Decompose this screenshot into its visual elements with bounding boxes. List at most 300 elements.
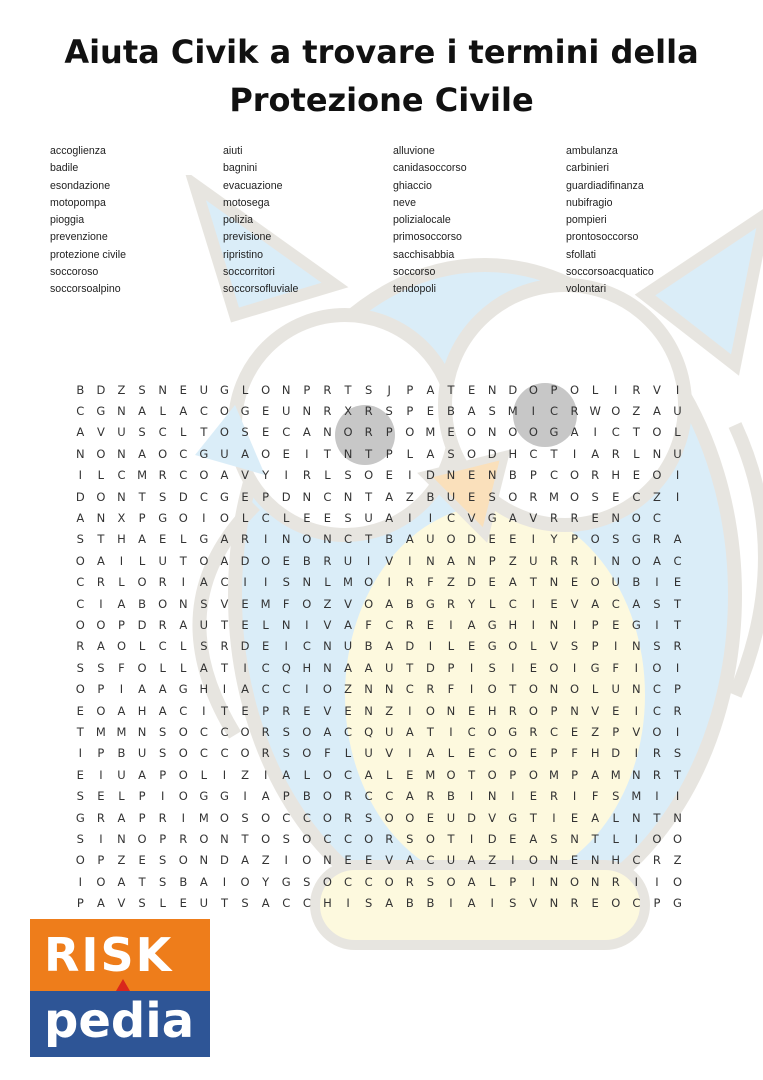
- grid-letter[interactable]: O: [96, 446, 106, 461]
- grid-letter[interactable]: C: [282, 682, 291, 697]
- grid-letter[interactable]: C: [549, 404, 558, 419]
- grid-letter[interactable]: I: [428, 511, 433, 526]
- grid-letter[interactable]: L: [200, 767, 208, 782]
- grid-letter[interactable]: C: [199, 489, 208, 504]
- grid-letter[interactable]: E: [591, 511, 599, 526]
- grid-letter[interactable]: C: [426, 853, 435, 868]
- grid-letter[interactable]: C: [364, 874, 373, 889]
- grid-letter[interactable]: D: [467, 575, 476, 590]
- grid-letter[interactable]: I: [160, 789, 165, 804]
- grid-letter[interactable]: V: [570, 596, 579, 611]
- grid-letter[interactable]: R: [179, 831, 188, 846]
- grid-letter[interactable]: R: [673, 639, 682, 654]
- grid-letter[interactable]: A: [138, 532, 147, 547]
- grid-letter[interactable]: E: [509, 831, 517, 846]
- grid-letter[interactable]: I: [634, 746, 639, 761]
- grid-letter[interactable]: A: [405, 724, 414, 739]
- grid-letter[interactable]: I: [511, 789, 515, 804]
- grid-letter[interactable]: Z: [632, 404, 641, 419]
- grid-letter[interactable]: U: [220, 446, 229, 461]
- grid-letter[interactable]: Z: [673, 853, 682, 868]
- grid-letter[interactable]: R: [344, 810, 353, 825]
- grid-letter[interactable]: O: [302, 596, 312, 611]
- grid-letter[interactable]: T: [468, 767, 476, 782]
- grid-letter[interactable]: N: [323, 660, 332, 675]
- grid-letter[interactable]: R: [549, 553, 558, 568]
- grid-letter[interactable]: G: [549, 425, 559, 440]
- grid-letter[interactable]: P: [262, 703, 270, 718]
- grid-letter[interactable]: L: [118, 575, 125, 590]
- grid-letter[interactable]: O: [322, 810, 332, 825]
- grid-letter[interactable]: I: [572, 446, 577, 461]
- grid-letter[interactable]: L: [447, 746, 455, 761]
- grid-letter[interactable]: P: [509, 874, 517, 889]
- grid-letter[interactable]: I: [634, 703, 639, 718]
- grid-letter[interactable]: R: [591, 468, 600, 483]
- grid-letter[interactable]: U: [446, 489, 456, 504]
- grid-letter[interactable]: A: [158, 682, 167, 697]
- grid-letter[interactable]: A: [591, 767, 600, 782]
- grid-letter[interactable]: T: [365, 532, 373, 547]
- grid-letter[interactable]: B: [138, 596, 147, 611]
- grid-letter[interactable]: I: [655, 874, 659, 889]
- grid-letter[interactable]: I: [243, 575, 247, 590]
- grid-letter[interactable]: N: [549, 682, 559, 697]
- grid-letter[interactable]: P: [159, 831, 167, 846]
- grid-letter[interactable]: U: [117, 767, 126, 782]
- grid-letter[interactable]: R: [446, 596, 455, 611]
- grid-letter[interactable]: O: [75, 617, 85, 632]
- grid-letter[interactable]: A: [138, 404, 147, 419]
- grid-letter[interactable]: A: [467, 874, 476, 889]
- grid-letter[interactable]: M: [343, 575, 353, 590]
- grid-letter[interactable]: R: [652, 746, 661, 761]
- grid-letter[interactable]: O: [364, 468, 374, 483]
- grid-letter[interactable]: U: [282, 404, 291, 419]
- grid-letter[interactable]: N: [117, 446, 126, 461]
- grid-letter[interactable]: C: [179, 468, 188, 483]
- grid-letter[interactable]: I: [263, 575, 268, 590]
- grid-letter[interactable]: R: [405, 617, 414, 632]
- grid-letter[interactable]: T: [632, 425, 640, 440]
- grid-letter[interactable]: A: [261, 789, 270, 804]
- grid-letter[interactable]: E: [612, 489, 620, 504]
- grid-letter[interactable]: C: [76, 596, 85, 611]
- grid-letter[interactable]: I: [531, 404, 536, 419]
- grid-letter[interactable]: U: [117, 425, 126, 440]
- grid-letter[interactable]: G: [219, 789, 229, 804]
- grid-letter[interactable]: P: [138, 511, 146, 526]
- grid-letter[interactable]: R: [282, 703, 291, 718]
- grid-letter[interactable]: N: [281, 382, 291, 397]
- grid-letter[interactable]: V: [529, 896, 538, 911]
- grid-letter[interactable]: D: [425, 468, 435, 483]
- grid-letter[interactable]: L: [633, 446, 640, 461]
- grid-letter[interactable]: B: [405, 596, 414, 611]
- grid-letter[interactable]: A: [529, 831, 538, 846]
- grid-letter[interactable]: T: [529, 575, 537, 590]
- grid-letter[interactable]: A: [467, 853, 476, 868]
- grid-letter[interactable]: R: [158, 468, 167, 483]
- grid-letter[interactable]: R: [529, 489, 538, 504]
- grid-letter[interactable]: L: [159, 404, 166, 419]
- grid-letter[interactable]: A: [364, 660, 373, 675]
- grid-letter[interactable]: R: [261, 724, 270, 739]
- grid-letter[interactable]: Y: [468, 596, 476, 611]
- grid-letter[interactable]: O: [508, 639, 518, 654]
- grid-letter[interactable]: F: [427, 575, 434, 590]
- grid-letter[interactable]: O: [549, 660, 559, 675]
- grid-letter[interactable]: N: [323, 532, 332, 547]
- grid-letter[interactable]: M: [425, 767, 436, 782]
- grid-letter[interactable]: I: [511, 660, 515, 675]
- grid-letter[interactable]: C: [632, 853, 641, 868]
- grid-letter[interactable]: E: [76, 767, 84, 782]
- grid-letter[interactable]: D: [281, 489, 291, 504]
- grid-letter[interactable]: V: [323, 703, 332, 718]
- grid-letter[interactable]: C: [282, 810, 291, 825]
- grid-letter[interactable]: N: [302, 404, 312, 419]
- grid-letter[interactable]: L: [612, 831, 619, 846]
- grid-letter[interactable]: N: [96, 511, 106, 526]
- grid-letter[interactable]: O: [384, 874, 394, 889]
- grid-letter[interactable]: G: [673, 896, 682, 911]
- grid-letter[interactable]: O: [672, 831, 683, 846]
- grid-letter[interactable]: O: [487, 724, 497, 739]
- grid-letter[interactable]: P: [509, 767, 517, 782]
- grid-letter[interactable]: T: [653, 810, 661, 825]
- grid-letter[interactable]: V: [385, 746, 394, 761]
- grid-letter[interactable]: L: [180, 425, 187, 440]
- grid-letter[interactable]: T: [447, 382, 455, 397]
- grid-letter[interactable]: C: [344, 532, 353, 547]
- grid-letter[interactable]: A: [323, 724, 332, 739]
- grid-letter[interactable]: I: [408, 468, 412, 483]
- grid-letter[interactable]: I: [387, 575, 391, 590]
- grid-letter[interactable]: D: [96, 382, 106, 397]
- grid-letter[interactable]: U: [199, 382, 209, 397]
- grid-letter[interactable]: O: [487, 767, 497, 782]
- grid-letter[interactable]: E: [612, 703, 620, 718]
- grid-letter[interactable]: O: [137, 575, 147, 590]
- grid-letter[interactable]: S: [200, 596, 208, 611]
- grid-letter[interactable]: O: [96, 874, 106, 889]
- grid-letter[interactable]: T: [529, 810, 537, 825]
- grid-letter[interactable]: C: [220, 575, 229, 590]
- grid-letter[interactable]: N: [281, 617, 291, 632]
- grid-letter[interactable]: E: [426, 404, 435, 419]
- grid-letter[interactable]: Z: [488, 853, 497, 868]
- grid-letter[interactable]: O: [631, 511, 641, 526]
- grid-letter[interactable]: I: [655, 575, 659, 590]
- grid-letter[interactable]: E: [241, 617, 249, 632]
- grid-letter[interactable]: E: [426, 810, 435, 825]
- grid-letter[interactable]: N: [632, 682, 641, 697]
- grid-letter[interactable]: Y: [262, 468, 270, 483]
- grid-letter[interactable]: Z: [652, 489, 661, 504]
- grid-letter[interactable]: S: [282, 575, 290, 590]
- grid-letter[interactable]: I: [675, 789, 680, 804]
- grid-letter[interactable]: G: [199, 789, 209, 804]
- grid-letter[interactable]: V: [550, 639, 558, 654]
- grid-letter[interactable]: C: [199, 404, 208, 419]
- grid-letter[interactable]: T: [406, 660, 414, 675]
- grid-letter[interactable]: A: [138, 682, 147, 697]
- grid-letter[interactable]: O: [652, 660, 662, 675]
- grid-letter[interactable]: N: [343, 489, 353, 504]
- grid-letter[interactable]: I: [305, 682, 309, 697]
- grid-letter[interactable]: M: [507, 404, 518, 419]
- grid-letter[interactable]: S: [159, 746, 167, 761]
- grid-letter[interactable]: I: [634, 831, 639, 846]
- grid-letter[interactable]: O: [75, 682, 85, 697]
- grid-letter[interactable]: V: [385, 553, 394, 568]
- grid-letter[interactable]: R: [405, 575, 414, 590]
- grid-letter[interactable]: O: [302, 831, 312, 846]
- grid-letter[interactable]: G: [178, 682, 188, 697]
- grid-letter[interactable]: A: [652, 553, 661, 568]
- grid-letter[interactable]: C: [302, 896, 311, 911]
- grid-letter[interactable]: O: [261, 382, 271, 397]
- grid-letter[interactable]: O: [322, 874, 332, 889]
- grid-letter[interactable]: N: [323, 853, 332, 868]
- grid-letter[interactable]: O: [570, 382, 580, 397]
- grid-letter[interactable]: A: [199, 575, 208, 590]
- grid-letter[interactable]: B: [302, 553, 311, 568]
- grid-letter[interactable]: I: [119, 553, 124, 568]
- grid-letter[interactable]: U: [343, 553, 353, 568]
- grid-letter[interactable]: O: [322, 767, 332, 782]
- grid-letter[interactable]: E: [138, 853, 146, 868]
- grid-letter[interactable]: T: [138, 874, 146, 889]
- grid-letter[interactable]: A: [220, 532, 229, 547]
- grid-letter[interactable]: L: [138, 553, 146, 568]
- grid-letter[interactable]: O: [240, 874, 250, 889]
- grid-letter[interactable]: U: [343, 639, 353, 654]
- grid-letter[interactable]: V: [652, 382, 661, 397]
- grid-letter[interactable]: I: [243, 660, 247, 675]
- grid-letter[interactable]: N: [323, 639, 332, 654]
- grid-letter[interactable]: C: [302, 810, 311, 825]
- grid-letter[interactable]: B: [364, 639, 373, 654]
- grid-letter[interactable]: O: [528, 767, 538, 782]
- grid-letter[interactable]: P: [591, 639, 599, 654]
- grid-letter[interactable]: N: [137, 724, 147, 739]
- grid-letter[interactable]: S: [653, 639, 661, 654]
- grid-letter[interactable]: O: [178, 511, 188, 526]
- grid-letter[interactable]: O: [652, 425, 662, 440]
- grid-letter[interactable]: S: [488, 660, 496, 675]
- grid-letter[interactable]: O: [364, 575, 374, 590]
- grid-letter[interactable]: N: [549, 575, 559, 590]
- grid-letter[interactable]: E: [467, 703, 476, 718]
- grid-letter[interactable]: E: [467, 639, 476, 654]
- grid-letter[interactable]: N: [549, 896, 559, 911]
- grid-letter[interactable]: R: [673, 703, 682, 718]
- grid-letter[interactable]: I: [449, 724, 453, 739]
- grid-letter[interactable]: C: [611, 425, 620, 440]
- grid-letter[interactable]: A: [364, 767, 373, 782]
- grid-letter[interactable]: B: [508, 468, 517, 483]
- grid-letter[interactable]: V: [467, 511, 476, 526]
- grid-letter[interactable]: T: [674, 596, 682, 611]
- grid-letter[interactable]: A: [508, 575, 517, 590]
- grid-letter[interactable]: D: [220, 853, 229, 868]
- grid-letter[interactable]: D: [487, 446, 497, 461]
- grid-letter[interactable]: C: [323, 831, 332, 846]
- grid-letter[interactable]: R: [323, 404, 332, 419]
- grid-letter[interactable]: C: [652, 511, 661, 526]
- grid-letter[interactable]: H: [611, 468, 621, 483]
- grid-letter[interactable]: Z: [344, 682, 352, 697]
- grid-letter[interactable]: A: [426, 746, 435, 761]
- grid-letter[interactable]: A: [241, 446, 249, 461]
- grid-letter[interactable]: I: [99, 767, 103, 782]
- grid-letter[interactable]: T: [365, 446, 373, 461]
- grid-letter[interactable]: C: [158, 639, 167, 654]
- grid-letter[interactable]: U: [364, 746, 373, 761]
- grid-letter[interactable]: G: [508, 810, 518, 825]
- grid-letter[interactable]: C: [467, 724, 476, 739]
- grid-letter[interactable]: R: [632, 382, 641, 397]
- grid-letter[interactable]: L: [159, 896, 166, 911]
- grid-letter[interactable]: R: [323, 382, 332, 397]
- grid-letter[interactable]: O: [261, 553, 271, 568]
- grid-letter[interactable]: I: [243, 789, 247, 804]
- grid-letter[interactable]: S: [282, 724, 290, 739]
- grid-letter[interactable]: I: [614, 382, 618, 397]
- grid-letter[interactable]: S: [76, 789, 84, 804]
- grid-letter[interactable]: G: [631, 617, 641, 632]
- grid-letter[interactable]: O: [405, 810, 415, 825]
- grid-letter[interactable]: P: [385, 425, 393, 440]
- grid-letter[interactable]: X: [344, 404, 352, 419]
- grid-letter[interactable]: D: [405, 639, 415, 654]
- grid-letter[interactable]: F: [365, 617, 372, 632]
- grid-letter[interactable]: I: [675, 382, 680, 397]
- grid-letter[interactable]: O: [425, 831, 435, 846]
- grid-letter[interactable]: A: [241, 853, 249, 868]
- grid-letter[interactable]: F: [571, 746, 578, 761]
- grid-letter[interactable]: R: [611, 446, 620, 461]
- grid-letter[interactable]: A: [117, 874, 126, 889]
- grid-letter[interactable]: I: [99, 831, 103, 846]
- grid-letter[interactable]: C: [344, 874, 353, 889]
- grid-letter[interactable]: U: [384, 660, 394, 675]
- grid-letter[interactable]: R: [344, 789, 353, 804]
- grid-letter[interactable]: V: [241, 468, 249, 483]
- grid-letter[interactable]: T: [323, 446, 331, 461]
- grid-letter[interactable]: N: [487, 382, 497, 397]
- grid-letter[interactable]: I: [531, 596, 536, 611]
- grid-letter[interactable]: C: [220, 724, 229, 739]
- grid-letter[interactable]: O: [467, 446, 477, 461]
- grid-letter[interactable]: L: [262, 617, 269, 632]
- grid-letter[interactable]: S: [344, 468, 352, 483]
- grid-letter[interactable]: N: [632, 767, 641, 782]
- grid-letter[interactable]: O: [528, 703, 538, 718]
- grid-letter[interactable]: Z: [241, 767, 249, 782]
- grid-letter[interactable]: R: [549, 789, 558, 804]
- grid-letter[interactable]: R: [570, 511, 579, 526]
- grid-letter[interactable]: N: [364, 703, 373, 718]
- grid-letter[interactable]: I: [531, 617, 536, 632]
- grid-letter[interactable]: I: [181, 810, 185, 825]
- grid-letter[interactable]: O: [178, 724, 188, 739]
- grid-letter[interactable]: A: [158, 703, 167, 718]
- grid-letter[interactable]: E: [262, 425, 270, 440]
- grid-letter[interactable]: C: [529, 446, 538, 461]
- grid-letter[interactable]: D: [467, 532, 476, 547]
- grid-letter[interactable]: C: [261, 511, 270, 526]
- grid-letter[interactable]: L: [447, 639, 455, 654]
- grid-letter[interactable]: U: [446, 810, 456, 825]
- grid-letter[interactable]: C: [385, 789, 394, 804]
- grid-letter[interactable]: O: [199, 553, 209, 568]
- grid-letter[interactable]: I: [531, 874, 536, 889]
- grid-letter[interactable]: A: [76, 425, 85, 440]
- grid-letter[interactable]: O: [178, 767, 188, 782]
- grid-letter[interactable]: A: [405, 532, 414, 547]
- grid-letter[interactable]: L: [385, 767, 393, 782]
- grid-letter[interactable]: S: [159, 853, 167, 868]
- grid-letter[interactable]: O: [508, 489, 518, 504]
- grid-letter[interactable]: T: [426, 724, 434, 739]
- grid-letter[interactable]: N: [446, 703, 456, 718]
- grid-letter[interactable]: L: [159, 660, 166, 675]
- grid-letter[interactable]: Z: [323, 596, 332, 611]
- grid-letter[interactable]: L: [530, 639, 537, 654]
- grid-letter[interactable]: C: [652, 682, 661, 697]
- grid-letter[interactable]: L: [118, 789, 125, 804]
- grid-letter[interactable]: T: [591, 831, 599, 846]
- grid-letter[interactable]: B: [447, 404, 455, 419]
- grid-letter[interactable]: D: [425, 660, 435, 675]
- grid-letter[interactable]: I: [572, 617, 577, 632]
- grid-letter[interactable]: I: [572, 789, 577, 804]
- grid-letter[interactable]: E: [467, 382, 476, 397]
- grid-letter[interactable]: O: [652, 724, 662, 739]
- grid-letter[interactable]: L: [488, 596, 496, 611]
- grid-letter[interactable]: E: [570, 724, 579, 739]
- grid-letter[interactable]: O: [322, 789, 332, 804]
- grid-letter[interactable]: I: [655, 789, 659, 804]
- grid-letter[interactable]: P: [282, 789, 290, 804]
- grid-letter[interactable]: N: [549, 874, 559, 889]
- grid-letter[interactable]: L: [612, 810, 619, 825]
- grid-letter[interactable]: G: [508, 724, 518, 739]
- grid-letter[interactable]: G: [425, 596, 435, 611]
- grid-letter[interactable]: R: [508, 703, 517, 718]
- grid-letter[interactable]: A: [652, 404, 661, 419]
- grid-letter[interactable]: O: [240, 724, 250, 739]
- grid-letter[interactable]: O: [467, 425, 477, 440]
- grid-letter[interactable]: V: [529, 511, 538, 526]
- grid-letter[interactable]: R: [652, 532, 661, 547]
- grid-letter[interactable]: E: [262, 404, 270, 419]
- grid-letter[interactable]: C: [302, 639, 311, 654]
- grid-letter[interactable]: R: [323, 553, 332, 568]
- grid-letter[interactable]: N: [220, 831, 229, 846]
- grid-letter[interactable]: A: [117, 703, 126, 718]
- grid-letter[interactable]: I: [284, 639, 288, 654]
- grid-letter[interactable]: V: [96, 425, 105, 440]
- grid-letter[interactable]: N: [158, 382, 167, 397]
- grid-letter[interactable]: S: [282, 831, 290, 846]
- grid-letter[interactable]: I: [222, 874, 227, 889]
- grid-letter[interactable]: O: [364, 596, 374, 611]
- grid-letter[interactable]: S: [488, 404, 496, 419]
